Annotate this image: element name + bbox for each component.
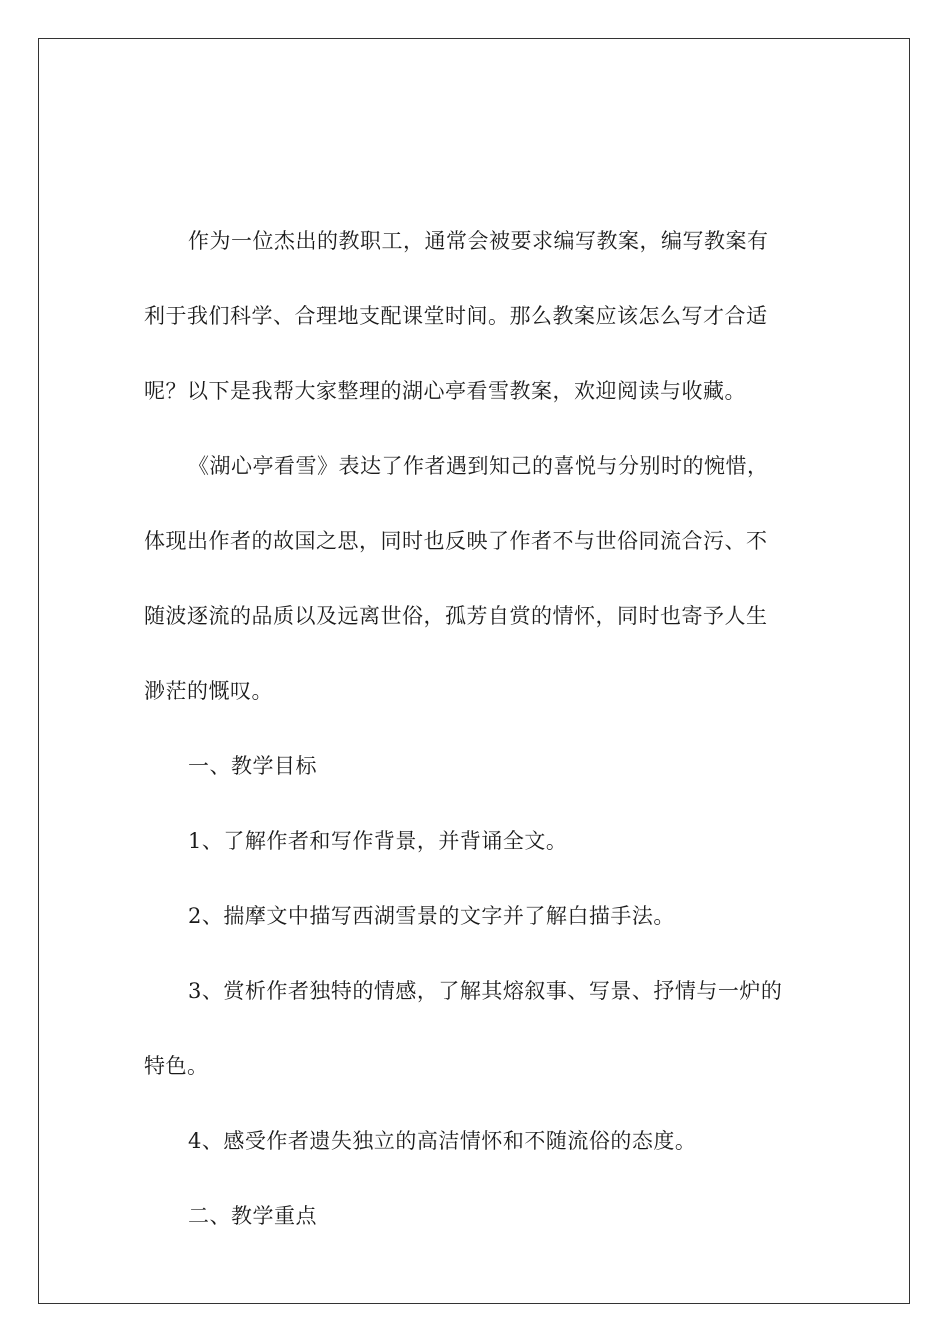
text-line: 利于我们科学、合理地支配课堂时间。那么教案应该怎么写才合适 bbox=[144, 304, 768, 328]
text-line: 《湖心亭看雪》表达了作者遇到知己的喜悦与分别时的惋惜， bbox=[188, 454, 769, 478]
text-line: 体现出作者的故国之思，同时也反映了作者不与世俗同流合污、不 bbox=[144, 529, 768, 553]
section-heading-focus: 二、教学重点 bbox=[188, 1204, 317, 1228]
text-line: 渺茫的慨叹。 bbox=[144, 679, 273, 703]
list-item bbox=[144, 954, 808, 1104]
intro-paragraph bbox=[144, 204, 808, 429]
list-item: 2、揣摩文中描写西湖雪景的文字并了解白描手法。 bbox=[188, 904, 675, 928]
text-line: 呢？以下是我帮大家整理的湖心亭看雪教案，欢迎阅读与收藏。 bbox=[144, 379, 746, 403]
list-item: 4、感受作者遗失独立的高洁情怀和不随流俗的态度。 bbox=[188, 1129, 697, 1153]
section-heading-objectives: 一、教学目标 bbox=[188, 754, 317, 778]
document-body bbox=[144, 204, 808, 1254]
list-item: 1、了解作者和写作背景，并背诵全文。 bbox=[188, 829, 568, 853]
text-line: 特色。 bbox=[144, 1054, 209, 1078]
text-line: 3、赏析作者独特的情感，了解其熔叙事、写景、抒情与一炉的 bbox=[188, 979, 783, 1003]
text-line: 随波逐流的品质以及远离世俗，孤芳自赏的情怀，同时也寄予人生 bbox=[144, 604, 768, 628]
summary-paragraph bbox=[144, 429, 808, 729]
text-line: 作为一位杰出的教职工，通常会被要求编写教案，编写教案有 bbox=[188, 229, 769, 253]
